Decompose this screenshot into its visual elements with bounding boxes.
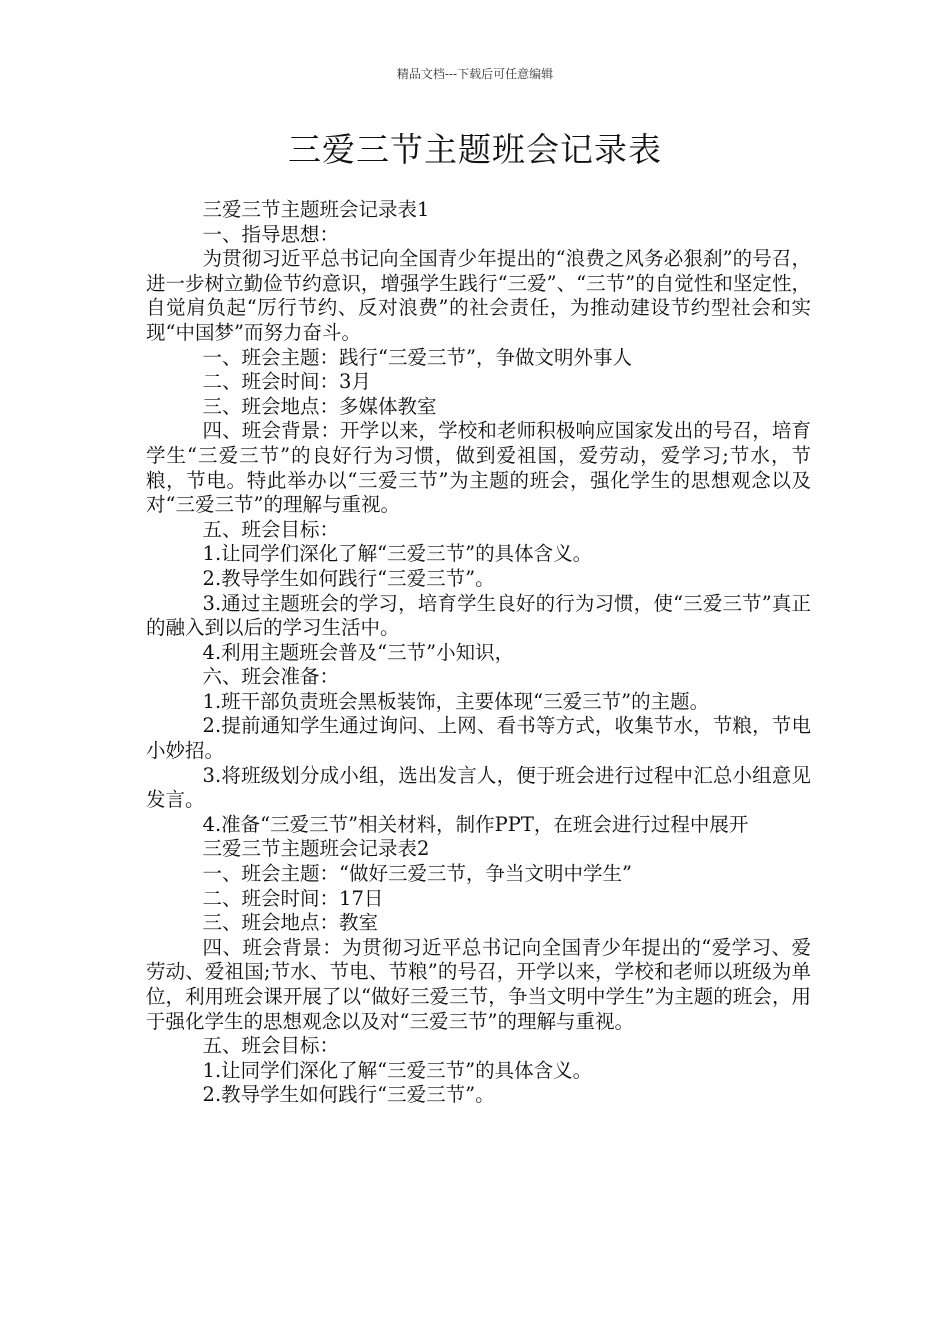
paragraph: 3.通过主题班会的学习，培育学生良好的行为习惯，使“三爱三节”真正的融入到以后的学习生活中。 [146,591,811,640]
paragraph: 一、指导思想： [202,222,340,246]
document-body [146,198,811,1108]
paragraph: 三、班会地点：多媒体教室 [202,394,437,418]
paragraph: 二、班会时间：3月 [202,370,371,394]
paragraph: 2.教导学生如何践行“三爱三节”。 [202,566,495,590]
paragraph: 三、班会地点：教室 [202,911,379,935]
paragraph: 2.教导学生如何践行“三爱三节”。 [202,1083,495,1107]
paragraph: 三爱三节主题班会记录表1 [202,198,430,221]
paragraph: 2.提前通知学生通过询问、上网、看书等方式，收集节水，节粮，节电小妙招。 [146,714,811,763]
paragraph: 六、班会准备： [202,665,340,689]
paragraph: 四、班会背景：为贯彻习近平总书记向全国青少年提出的“爱学习、爱劳动、爱祖国;节水、节电、节粮”的号召，开学以来，学校和老师以班级为单位，利用班会课开展了以“做好三爱三节，争当文明中学生”为主题的班会，用于强化学生的思想观念以及对“三爱三节”的理解与重视。 [146,935,811,1033]
paragraph: 3.将班级划分成小组，选出发言人，便于班会进行过程中汇总小组意见发言。 [146,763,811,812]
paragraph: 1.让同学们深化了解“三爱三节”的具体含义。 [202,542,593,566]
paragraph: 五、班会目标： [202,1034,340,1058]
paragraph: 四、班会背景：开学以来，学校和老师积极响应国家发出的号召，培育学生“三爱三节”的良好行为习惯，做到爱祖国，爱劳动，爱学习;节水，节粮，节电。特此举办以“三爱三节”为主题的班会，强化学生的思想观念以及对“三爱三节”的理解与重视。 [146,419,811,517]
paragraph: 4.准备“三爱三节”相关材料，制作PPT，在班会进行过程中展开 [202,812,749,836]
document-title: 三爱三节主题班会记录表 [288,130,662,169]
paragraph: 一、班会主题：“做好三爱三节，争当文明中学生” [202,862,632,886]
paragraph: 4.利用主题班会普及“三节”小知识， [202,640,515,664]
paragraph: 1.班干部负责班会黑板装饰，主要体现“三爱三节”的主题。 [202,689,710,713]
paragraph: 为贯彻习近平总书记向全国青少年提出的“浪费之风务必狠刹”的号召，进一步树立勤俭节约意识，增强学生践行“三爱”、“三节”的自觉性和坚定性，自觉肩负起“厉行节约、反对浪费”的社会责任，为推动建设节约型社会和实现“中国梦”而努力奋斗。 [146,247,811,344]
paragraph: 二、班会时间：17日 [202,886,384,910]
paragraph: 三爱三节主题班会记录表2 [202,837,430,861]
page-header: 精品文档---下载后可任意编辑 [396,67,554,81]
paragraph: 一、班会主题：践行“三爱三节”，争做文明外事人 [202,345,632,369]
paragraph: 五、班会目标： [202,517,340,541]
paragraph: 1.让同学们深化了解“三爱三节”的具体含义。 [202,1058,593,1082]
